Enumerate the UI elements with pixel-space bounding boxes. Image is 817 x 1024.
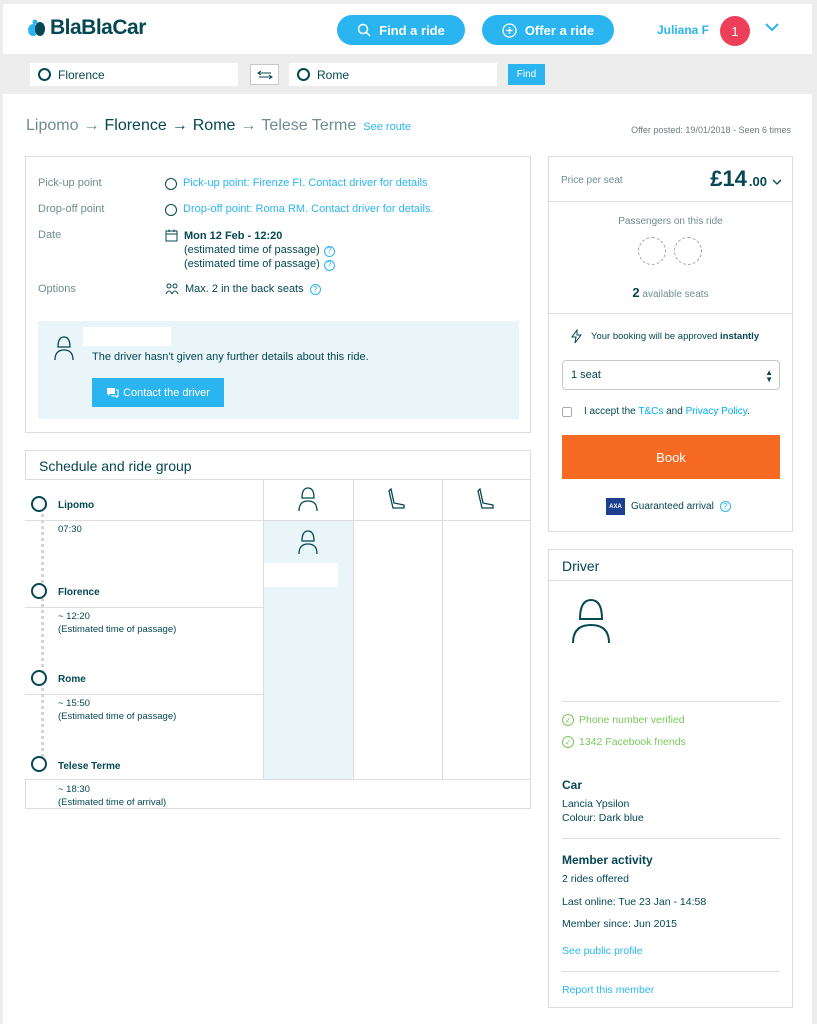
public-profile-link[interactable]: See public profile bbox=[562, 945, 643, 957]
car-model: Lancia Ypsilon bbox=[562, 798, 630, 810]
stop-name: Lipomo bbox=[58, 500, 95, 511]
driver-seat-icon bbox=[296, 486, 320, 512]
notification-badge[interactable]: 1 bbox=[720, 16, 750, 46]
route-stop-destination: Telese Terme bbox=[261, 117, 357, 134]
date-label: Date bbox=[38, 229, 62, 241]
to-value: Rome bbox=[317, 67, 350, 82]
price-cents: .00 bbox=[748, 174, 767, 189]
estimated-note-2 bbox=[184, 257, 335, 271]
pickup-label: Pick-up point bbox=[38, 177, 102, 189]
stop-time-block bbox=[58, 697, 176, 723]
blablacar-logo-icon bbox=[27, 18, 47, 38]
seat-select-value: 1 seat bbox=[571, 369, 601, 381]
stop-time: ~ 15:50 bbox=[58, 698, 90, 709]
terms-prefix: I accept the bbox=[584, 406, 636, 417]
ride-details-card bbox=[25, 156, 531, 433]
divider bbox=[562, 701, 780, 702]
stop-time: 07:30 bbox=[58, 524, 82, 535]
chat-bubble-icon bbox=[106, 387, 119, 398]
help-icon[interactable]: ? bbox=[310, 284, 321, 295]
schedule-grid bbox=[25, 479, 531, 809]
lightning-icon bbox=[571, 329, 582, 344]
chevron-down-icon[interactable] bbox=[765, 22, 779, 32]
check-icon: ✓ bbox=[562, 736, 574, 748]
help-icon[interactable]: ? bbox=[324, 260, 335, 271]
offer-ride-button[interactable] bbox=[482, 15, 614, 45]
date-value: Mon 12 Feb - 12:20 bbox=[184, 230, 283, 242]
help-icon[interactable]: ? bbox=[324, 246, 335, 257]
swap-button[interactable] bbox=[250, 64, 279, 85]
contact-driver-button[interactable] bbox=[92, 378, 224, 407]
empty-seat-icon bbox=[476, 487, 496, 511]
route-breadcrumb bbox=[26, 117, 411, 135]
from-input[interactable] bbox=[30, 63, 238, 86]
contact-driver-label: Contact the driver bbox=[123, 386, 210, 399]
stop-time: ~ 12:20 bbox=[58, 611, 90, 622]
divider bbox=[549, 313, 792, 314]
approval-text: Your booking will be approved bbox=[591, 331, 718, 342]
find-ride-label: Find a ride bbox=[379, 22, 445, 38]
driver-avatar-icon bbox=[52, 335, 76, 361]
stop-time: ~ 18:30 bbox=[58, 784, 90, 795]
route-arrow: → bbox=[83, 117, 100, 134]
driver-avatar-icon bbox=[296, 529, 320, 555]
member-activity-title: Member activity bbox=[562, 853, 653, 867]
terms-text bbox=[584, 406, 750, 417]
divider bbox=[549, 201, 792, 202]
schedule-title: Schedule and ride group bbox=[39, 458, 192, 474]
facebook-friends-text: 1342 Facebook friends bbox=[579, 736, 686, 748]
stop-time-note: (Estimated time of arrival) bbox=[58, 797, 167, 808]
driver-note-text: The driver hasn't given any further details about this ride. bbox=[92, 351, 369, 363]
terms-suffix: . bbox=[747, 406, 750, 417]
grid-line bbox=[263, 479, 264, 779]
dropoff-value-wrap bbox=[165, 203, 525, 216]
date-block bbox=[184, 229, 335, 271]
estimated-note-1 bbox=[184, 243, 335, 257]
stop-time-note: (Estimated time of passage) bbox=[58, 624, 177, 635]
phone-verified bbox=[562, 714, 685, 726]
plus-circle-icon bbox=[502, 23, 517, 38]
route-dotted-line bbox=[41, 507, 44, 769]
price-main: £14 bbox=[710, 166, 747, 191]
find-button[interactable]: Find bbox=[508, 64, 545, 85]
blablacar-logo[interactable] bbox=[27, 16, 146, 40]
member-since: Member since: Jun 2015 bbox=[562, 918, 677, 930]
empty-passenger-slot bbox=[674, 237, 702, 265]
search-icon bbox=[357, 23, 371, 37]
grid-line bbox=[25, 607, 264, 608]
top-header bbox=[3, 4, 812, 54]
date-value-wrap bbox=[165, 229, 525, 271]
stop-marker bbox=[31, 496, 47, 512]
stop-name: Telese Terme bbox=[58, 761, 121, 772]
price-value[interactable] bbox=[710, 166, 782, 192]
stop-name: Rome bbox=[58, 674, 86, 685]
stop-time-block bbox=[58, 610, 176, 636]
stop-marker bbox=[31, 670, 47, 686]
stop-time-block bbox=[58, 523, 82, 536]
offer-ride-label: Offer a ride bbox=[524, 22, 595, 38]
route-stop-origin: Lipomo bbox=[26, 117, 79, 134]
driver-name-placeholder bbox=[264, 563, 338, 587]
divider bbox=[549, 580, 792, 581]
grid-line bbox=[442, 479, 443, 779]
terms-link[interactable]: T&Cs bbox=[638, 406, 664, 417]
route-arrow: → bbox=[171, 117, 188, 134]
passengers-icon bbox=[165, 283, 179, 296]
axa-logo: AXA bbox=[606, 498, 625, 515]
grid-line bbox=[25, 694, 264, 695]
estimated-text: (estimated time of passage) bbox=[184, 244, 320, 256]
terms-and: and bbox=[666, 406, 683, 417]
grid-line bbox=[25, 520, 531, 521]
search-bar bbox=[3, 56, 812, 94]
driver-seat-column bbox=[264, 520, 353, 779]
user-name[interactable]: Juliana F bbox=[657, 23, 710, 37]
driver-avatar-icon bbox=[569, 597, 613, 645]
grid-line bbox=[25, 779, 531, 780]
divider bbox=[562, 838, 780, 839]
car-title: Car bbox=[562, 778, 583, 792]
schedule-header bbox=[25, 450, 531, 480]
options-label: Options bbox=[38, 283, 76, 295]
route-stop-from: Florence bbox=[104, 117, 167, 134]
passengers-label: Passengers on this ride bbox=[618, 216, 723, 227]
see-route-link[interactable]: See route bbox=[363, 121, 411, 133]
approval-bold: instantly bbox=[720, 331, 760, 342]
logo-text: BlaBlaCar bbox=[50, 16, 146, 39]
select-arrows-icon: ▲ ▼ bbox=[765, 368, 773, 384]
from-value: Florence bbox=[58, 67, 105, 82]
location-ring-icon bbox=[297, 68, 310, 81]
grid-line bbox=[25, 779, 26, 809]
guaranteed-text: Guaranteed arrival bbox=[631, 501, 714, 512]
approval-text-wrap bbox=[591, 331, 759, 342]
driver-name-placeholder bbox=[83, 327, 171, 346]
pickup-value-wrap bbox=[165, 177, 525, 190]
phone-verified-text: Phone number verified bbox=[579, 714, 685, 726]
booking-card bbox=[548, 156, 793, 532]
offer-posted-info: Offer posted: 19/01/2018 - Seen 6 times bbox=[631, 125, 791, 135]
stop-marker bbox=[31, 583, 47, 599]
report-member-link[interactable]: Report this member bbox=[562, 984, 655, 996]
book-button[interactable]: Book bbox=[562, 435, 780, 479]
empty-passenger-slot bbox=[638, 237, 666, 265]
location-ring-icon bbox=[165, 178, 177, 190]
find-ride-button[interactable] bbox=[337, 15, 465, 45]
route-stop-to: Rome bbox=[192, 117, 236, 134]
route-arrow: → bbox=[240, 117, 257, 134]
available-count: 2 bbox=[632, 285, 640, 300]
grid-line bbox=[353, 479, 354, 779]
privacy-link[interactable]: Privacy Policy bbox=[685, 406, 748, 417]
rides-offered: 2 rides offered bbox=[562, 873, 629, 885]
empty-seat-icon bbox=[387, 487, 407, 511]
dropoff-label: Drop-off point bbox=[38, 203, 105, 215]
main-content bbox=[3, 94, 812, 1024]
dropoff-value[interactable]: Drop-off point: Roma RM. Contact driver for details. bbox=[183, 203, 434, 215]
terms-checkbox[interactable] bbox=[562, 407, 572, 417]
available-seats bbox=[549, 285, 792, 300]
seat-select[interactable] bbox=[562, 360, 780, 390]
help-icon[interactable]: ? bbox=[720, 501, 731, 512]
guaranteed-arrival bbox=[606, 498, 731, 515]
price-label: Price per seat bbox=[561, 175, 623, 186]
swap-arrows-icon bbox=[257, 70, 273, 80]
terms-row bbox=[562, 406, 750, 417]
driver-title: Driver bbox=[562, 558, 600, 574]
stop-time-note: (Estimated time of passage) bbox=[58, 711, 177, 722]
stop-marker bbox=[31, 756, 47, 772]
options-value-wrap bbox=[165, 283, 525, 296]
stop-time-block bbox=[58, 783, 166, 809]
divider bbox=[562, 971, 780, 972]
estimated-text: (estimated time of passage) bbox=[184, 258, 320, 270]
to-input[interactable] bbox=[289, 63, 497, 86]
available-label: available seats bbox=[642, 289, 709, 300]
last-online: Last online: Tue 23 Jan - 14:58 bbox=[562, 896, 707, 908]
chevron-down-icon bbox=[772, 179, 782, 186]
pickup-value[interactable]: Pick-up point: Firenze FI. Contact driver for details bbox=[183, 177, 428, 189]
driver-note-panel bbox=[38, 321, 519, 419]
grid-line bbox=[263, 479, 531, 480]
car-colour: Colour: Dark blue bbox=[562, 812, 644, 824]
driver-card bbox=[548, 549, 793, 1008]
options-value: Max. 2 in the back seats bbox=[185, 283, 304, 295]
calendar-icon bbox=[165, 229, 178, 242]
location-ring-icon bbox=[38, 68, 51, 81]
stop-name: Florence bbox=[58, 587, 100, 598]
facebook-friends bbox=[562, 736, 686, 748]
grid-line bbox=[530, 479, 531, 809]
approval-info bbox=[571, 329, 759, 344]
check-icon: ✓ bbox=[562, 714, 574, 726]
location-ring-icon bbox=[165, 204, 177, 216]
